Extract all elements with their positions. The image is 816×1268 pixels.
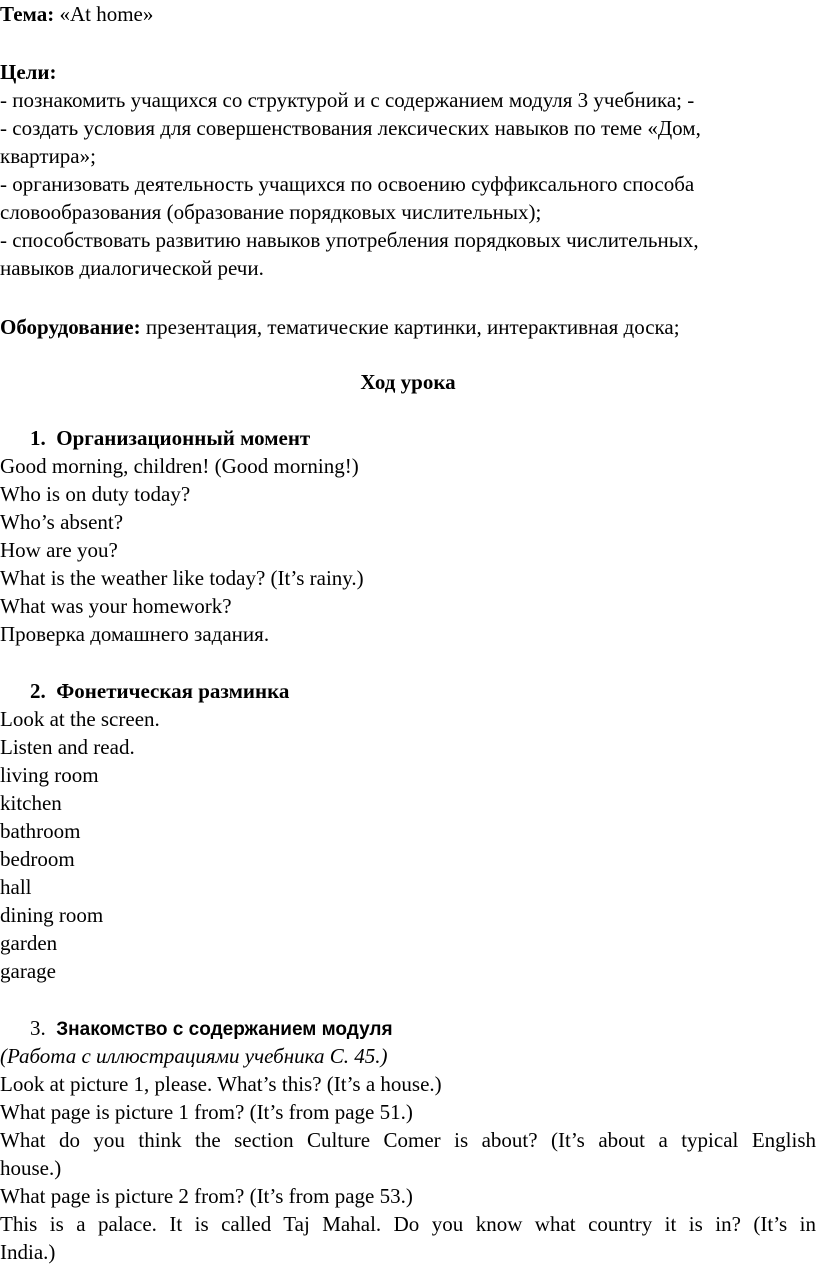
topic-label: Тема: [0, 2, 55, 26]
section-1-line: How are you? [0, 538, 118, 562]
section-2-line: Look at the screen. [0, 707, 160, 731]
vocab-word: dining room [0, 903, 104, 927]
goal-line: - познакомить учащихся со структурой и с содержанием модуля 3 учебника; - [0, 88, 695, 112]
section-1-heading: 1. Организационный момент [30, 426, 311, 450]
section-2-line: Listen and read. [0, 735, 135, 759]
section-3-line: What do you think the section Culture Comer is about? (It’s about a typical English [0, 1128, 816, 1152]
section-1-line: What was your homework? [0, 594, 232, 618]
section-1-line: Good morning, children! (Good morning!) [0, 454, 359, 478]
section-3-line: Look at picture 1, please. What’s this? (It’s a house.) [0, 1072, 442, 1096]
equipment-label: Оборудование: [0, 315, 141, 339]
section-3-line: India.) [0, 1240, 56, 1264]
section-2-heading: 2. Фонетическая разминка [30, 679, 290, 703]
goal-line: квартира»; [0, 144, 96, 168]
topic-value: «At home» [59, 2, 154, 26]
section-3-note: (Работа с иллюстрациями учебника С. 45.) [0, 1044, 388, 1068]
goal-line: словообразования (образование порядковых числительных); [0, 200, 542, 224]
section-3-line: house.) [0, 1156, 62, 1180]
equipment-value: презентация, тематические картинки, интерактивная доска; [140, 315, 680, 339]
goal-line: - способствовать развитию навыков употребления порядковых числительных, [0, 228, 699, 252]
goal-line: - создать условия для совершенствования лексических навыков по теме «Дом, [0, 116, 701, 140]
section-3-line: What page is picture 2 from? (It’s from page 53.) [0, 1184, 413, 1208]
equipment-line [0, 313, 680, 341]
section-3-line: This is a palace. It is called Taj Mahal. Do you know what country it is in? (It’s in [0, 1212, 816, 1236]
goals-label: Цели: [0, 60, 57, 84]
vocab-word: kitchen [0, 791, 62, 815]
goal-line: навыков диалогической речи. [0, 256, 264, 280]
vocab-word: living room [0, 763, 99, 787]
vocab-word: garden [0, 931, 58, 955]
topic-line [0, 0, 153, 28]
vocab-word: bedroom [0, 847, 75, 871]
vocab-word: garage [0, 959, 56, 983]
section-1-line: Who’s absent? [0, 510, 124, 534]
section-3-line: What page is picture 1 from? (It’s from page 51.) [0, 1100, 413, 1124]
section-1-line: Проверка домашнего задания. [0, 622, 270, 646]
lesson-title: Ход урока [360, 370, 456, 394]
vocab-word: bathroom [0, 819, 81, 843]
section-1-line: What is the weather like today? (It’s rainy.) [0, 566, 364, 590]
section-3-heading: 3. Знакомство с содержанием модуля [30, 1016, 393, 1040]
section-1-line: Who is on duty today? [0, 482, 191, 506]
vocab-word: hall [0, 875, 32, 899]
goal-line: - организовать деятельность учащихся по освоению суффиксального способа [0, 172, 695, 196]
